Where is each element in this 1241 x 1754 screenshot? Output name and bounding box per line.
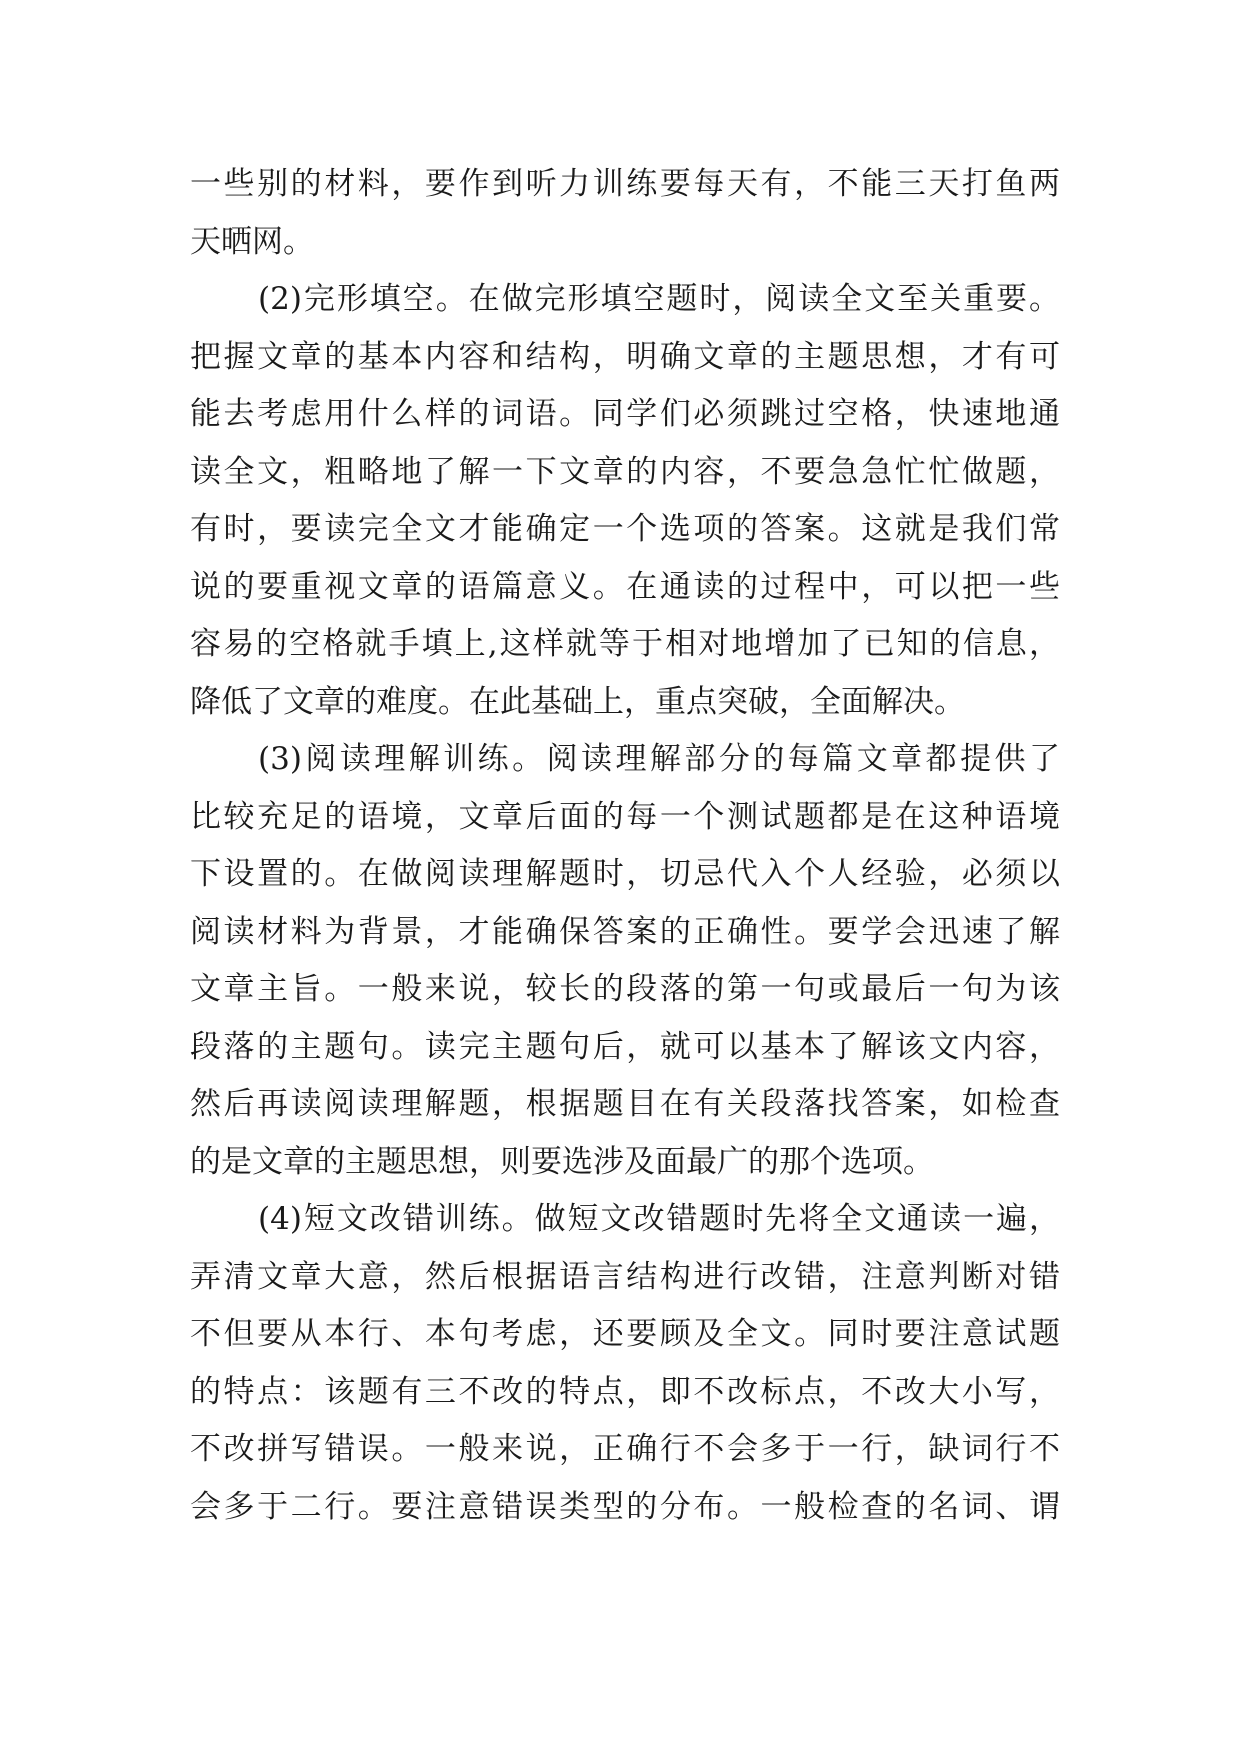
- paragraph-first-line: (3)阅读理解训练。阅读理解部分的每篇文章都提供了: [258, 741, 1060, 777]
- text-line: 不但要从本行、本句考虑，还要顾及全文。同时要注意试题: [190, 1316, 1060, 1352]
- text-line: 容易的空格就手填上,这样就等于相对地增加了已知的信息，: [190, 626, 1060, 662]
- text-line: 的是文章的主题思想，则要选涉及面最广的那个选项。: [190, 1143, 934, 1180]
- text-line: 下设置的。在做阅读理解题时，切忌代入个人经验，必须以: [190, 856, 1060, 892]
- text-line: 不改拼写错误。一般来说，正确行不会多于一行，缺词行不: [190, 1431, 1060, 1467]
- document-page: [190, 156, 1060, 1536]
- text-line: 天晒网。: [190, 223, 314, 260]
- text-line: 弄清文章大意，然后根据语言结构进行改错，注意判断对错: [190, 1258, 1060, 1295]
- text-line: 把握文章的基本内容和结构，明确文章的主题思想，才有可: [190, 338, 1060, 375]
- text-line: 会多于二行。要注意错误类型的分布。一般检查的名词、谓: [190, 1488, 1060, 1525]
- text-line: 文章主旨。一般来说，较长的段落的第一句或最后一句为该: [190, 971, 1060, 1007]
- text-line: 一些别的材料，要作到听力训练要每天有，不能三天打鱼两: [190, 166, 1060, 202]
- text-line: 的特点：该题有三不改的特点，即不改标点，不改大小写，: [190, 1373, 1060, 1410]
- paragraph-first-line: (4)短文改错训练。做短文改错题时先将全文通读一遍，: [258, 1201, 1060, 1237]
- paragraph-first-line: (2)完形填空。在做完形填空题时，阅读全文至关重要。: [258, 281, 1060, 317]
- text-line: 能去考虑用什么样的词语。同学们必须跳过空格，快速地通: [190, 396, 1060, 432]
- text-line: 段落的主题句。读完主题句后，就可以基本了解该文内容，: [190, 1028, 1060, 1065]
- text-line: 说的要重视文章的语篇意义。在通读的过程中，可以把一些: [190, 568, 1060, 605]
- text-line: 阅读材料为背景，才能确保答案的正确性。要学会迅速了解: [190, 913, 1060, 950]
- text-line: 读全文，粗略地了解一下文章的内容，不要急急忙忙做题，: [190, 453, 1060, 490]
- text-line: 有时，要读完全文才能确定一个选项的答案。这就是我们常: [190, 511, 1060, 547]
- text-line: 比较充足的语境，文章后面的每一个测试题都是在这种语境: [190, 798, 1060, 835]
- text-line: 然后再读阅读理解题，根据题目在有关段落找答案，如检查: [190, 1086, 1060, 1122]
- text-line: 降低了文章的难度。在此基础上，重点突破，全面解决。: [190, 683, 965, 720]
